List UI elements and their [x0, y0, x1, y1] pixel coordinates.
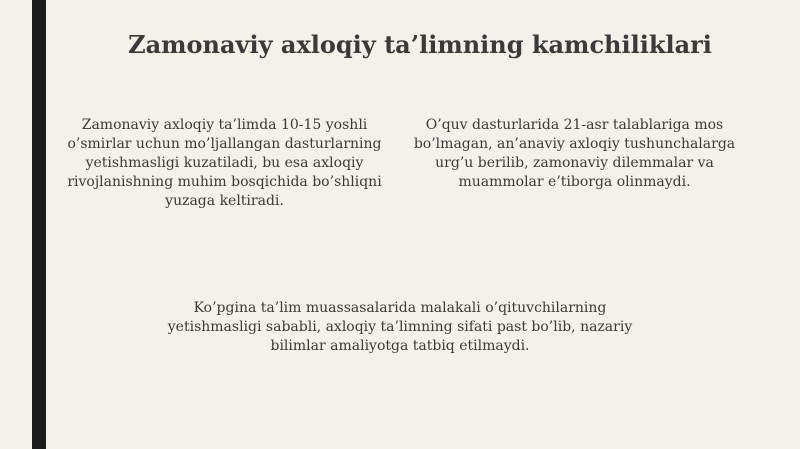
paragraph-outdated-curriculum: O’quv dasturlarida 21-asr talablariga mos bo’lmagan, an’anaviy axloqiy tushunchalarga urg’u berilib, zamonaviy dilemmalar va muammolar e’tiborga olinmaydi.	[413, 117, 736, 190]
paragraph-teacher-shortage: Ko’pgina ta’lim muassasalarida malakali o’qituvchilarning yetishmasligi sababli, axloqiy ta’limning sifati past bo’lib, nazariy bilimlar amaliyotga tatbiq etilmaydi.	[167, 300, 633, 354]
slide-title: Zamonaviy axloqiy ta’limning kamchiliklari	[128, 30, 712, 59]
paragraph-programs-shortage: Zamonaviy axloqiy ta’limda 10-15 yoshli o’smirlar uchun mo’ljallangan dasturlarning yetishmasligi kuzatiladi, bu esa axloqiy rivojlanishning muhim bosqichida bo’shliqni yuzaga keltiradi.	[67, 117, 382, 209]
accent-bar	[32, 0, 46, 449]
